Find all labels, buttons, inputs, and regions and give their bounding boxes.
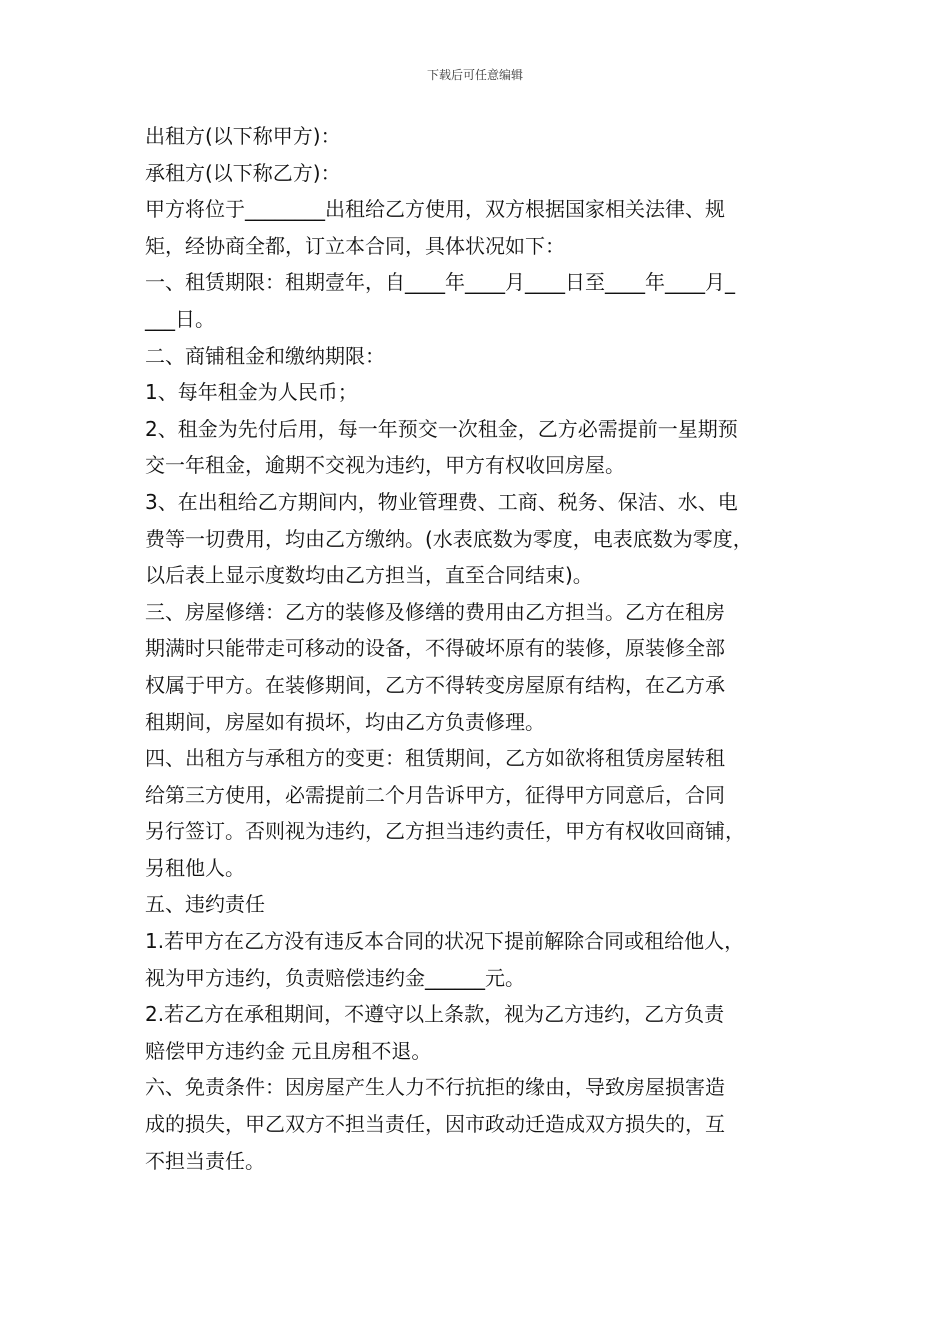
- page-header-note: 下载后可任意编辑: [426, 68, 523, 82]
- line-rent-3a: 3、在出租给乙方期间内，物业管理费、工商、税务、保洁、水、电: [145, 489, 738, 514]
- line-rent-3c: 以后表上显示度数均由乙方担当，直至合同结束)。: [145, 563, 593, 588]
- line-breach-1a: 1.若甲方在乙方没有违反本合同的状况下提前解除合同或租给他人，: [145, 929, 745, 954]
- line-repair-4: 租期间，房屋如有损坏，均由乙方负责修理。: [145, 709, 545, 734]
- line-breach-2b: 赔偿甲方违约金 元且房租不退。: [145, 1038, 432, 1063]
- line-breach-1b: 视为甲方违约，负责赔偿违约金______元。: [145, 965, 525, 990]
- line-breach-2a: 2.若乙方在承租期间，不遵守以上条款，视为乙方违约，乙方负责: [145, 1002, 725, 1027]
- line-intro-1: 甲方将位于________出租给乙方使用，双方根据国家相关法律、规: [145, 197, 725, 222]
- line-intro-2: 矩，经协商全都，订立本合同，具体状况如下：: [145, 233, 565, 258]
- line-change-3: 另行签订。否则视为违约，乙方担当违约责任，甲方有权收回商铺，: [145, 819, 745, 844]
- line-exemption-2: 成的损失，甲乙双方不担当责任，因市政动迁造成双方损失的，互: [145, 1112, 725, 1137]
- line-rent-1: 1、每年租金为人民币；: [145, 380, 358, 405]
- line-exemption-3: 不担当责任。: [145, 1148, 265, 1173]
- line-lessee: 承租方(以下称乙方)：: [145, 160, 341, 185]
- line-rent-heading: 二、商铺租金和缴纳期限：: [145, 343, 385, 368]
- line-rent-2a: 2、租金为先付后用，每一年预交一次租金，乙方必需提前一星期预: [145, 416, 738, 441]
- line-change-1: 四、出租方与承租方的变更：租赁期间，乙方如欲将租赁房屋转租: [145, 746, 725, 771]
- line-rent-3b: 费等一切费用，均由乙方缴纳。(水表底数为零度，电表底数为零度，: [145, 526, 753, 551]
- line-change-2: 给第三方使用，必需提前二个月告诉甲方，征得甲方同意后，合同: [145, 782, 725, 807]
- line-lessor: 出租方(以下称甲方)：: [145, 124, 341, 148]
- line-repair-1: 三、房屋修缮：乙方的装修及修缮的费用由乙方担当。乙方在租房: [145, 599, 725, 624]
- line-change-4: 另租他人。: [145, 855, 245, 880]
- line-repair-3: 权属于甲方。在装修期间，乙方不得转变房屋原有结构，在乙方承: [145, 672, 725, 697]
- line-rent-2b: 交一年租金，逾期不交视为违约，甲方有权收回房屋。: [145, 453, 625, 478]
- contract-body: [145, 118, 810, 1179]
- line-breach-heading: 五、违约责任: [145, 892, 265, 917]
- line-term-1: 一、租赁期限：租期壹年，自____年____月____日至____年____月_: [145, 270, 735, 295]
- line-repair-2: 期满时只能带走可移动的设备，不得破坏原有的装修，原装修全部: [145, 636, 725, 661]
- line-term-2: ___日。: [145, 306, 215, 331]
- line-exemption-1: 六、免责条件：因房屋产生人力不行抗拒的缘由，导致房屋损害造: [145, 1075, 725, 1100]
